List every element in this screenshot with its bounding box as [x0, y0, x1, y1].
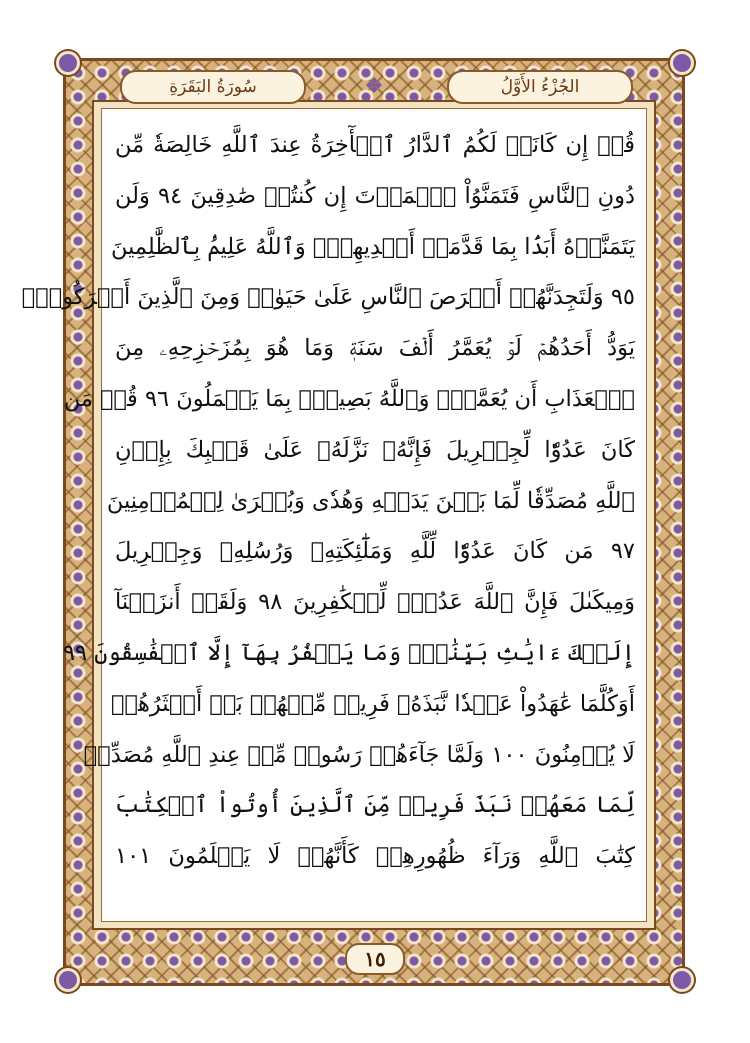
corner-ornament-icon — [670, 968, 694, 992]
verse-line: ٱلۡعَذَابِ أَن يُعَمَّرَۗ وَٱللَّهُ بَصِيرُۢ بِمَا يَعۡمَلُونَ ٩٦ قُلۡ مَن — [63, 385, 635, 412]
verse-line: ٱللَّهِ مُصَدِّقٗا لِّمَا بَيۡنَ يَدَيۡهِ وَهُدٗى وَبُشۡرَىٰ لِلۡمُؤۡمِنِينَ — [106, 487, 635, 514]
page-number-text: ١٥ — [364, 947, 386, 971]
verse-line: كَانَ عَدُوّٗا لِّجِبۡرِيلَ فَإِنَّهُۥ نَزَّلَهُۥ عَلَىٰ قَلۡبِكَ بِإِذۡنِ — [115, 436, 635, 463]
corner-ornament-icon — [56, 968, 80, 992]
page-number — [345, 943, 405, 975]
juz-label — [447, 70, 633, 104]
verse-line: يَتَمَنَّوۡهُ أَبَدَۢا بِمَا قَدَّمَتۡ أَيۡدِيهِمۡۚ وَٱللَّهُ عَلِيمُۢ بِٱلظَّٰلِمِينَ — [110, 233, 635, 260]
verse-lines — [21, 120, 635, 882]
verse-line: وَمِيكَىٰلَ فَإِنَّ ٱللَّهَ عَدُوّٞ لِّلۡكَٰفِرِينَ ٩٨ وَلَقَدۡ أَنزَلۡنَآ — [115, 589, 635, 616]
surah-label — [120, 70, 306, 104]
verse-line: قُلۡ إِن كَانَتۡ لَكُمُ ٱلدَّارُ ٱلۡأٓخِرَةُ عِندَ ٱللَّهِ خَالِصَةٗ مِّن — [115, 132, 635, 158]
corner-ornament-icon — [56, 51, 80, 75]
verse-line: كِتَٰبَ ٱللَّهِ وَرَآءَ ظُهُورِهِمۡ كَأَنَّهُمۡ لَا يَعۡلَمُونَ ١٠١ — [115, 843, 635, 870]
verse-line: ٩٧ مَن كَانَ عَدُوّٗا لِّلَّهِ وَمَلَٰٓئِكَتِهِۦ وَرُسُلِهِۦ وَجِبۡرِيلَ — [115, 538, 635, 565]
verse-line: ٩٥ وَلَتَجِدَنَّهُمۡ أَحۡرَصَ ٱلنَّاسِ عَلَىٰ حَيَوٰةٖ وَمِنَ ٱلَّذِينَ أَشۡرَكُواْۚ — [21, 284, 635, 311]
verse-line: يَوَدُّ أَحَدُهُمۡ لَوۡ يُعَمَّرُ أَلۡفَ سَنَةٖ وَمَا هُوَ بِمُزَحۡزِحِهِۦ مِنَ — [115, 335, 635, 362]
header-ornament-icon: ❖ — [364, 73, 384, 99]
verse-line: أَوَكُلَّمَا عَٰهَدُواْ عَهۡدٗا نَّبَذَهُۥ فَرِيقٞ مِّنۡهُمۚ بَلۡ أَكۡثَرُهُمۡ — [110, 690, 635, 717]
verse-line: لَا يُؤۡمِنُونَ ١٠٠ وَلَمَّا جَآءَهُمۡ رَسُولٞ مِّنۡ عِندِ ٱللَّهِ مُصَدِّقٞ — [83, 741, 635, 768]
corner-ornament-icon — [670, 51, 694, 75]
verse-line: لِّمَا مَعَهُمۡ نَبَذَ فَرِيقٞ مِّنَ ٱلَّذِينَ أُوتُواْ ٱلۡكِتَٰبَ — [115, 792, 635, 819]
verse-line: إِلَيۡكَ ءَايَٰتِۢ بَيِّنَٰتٖۖ وَمَا يَكۡفُرُ بِهَآ إِلَّا ٱلۡفَٰسِقُونَ ٩٩ — [62, 639, 635, 666]
verse-line: دُونِ ٱلنَّاسِ فَتَمَنَّوُاْ ٱلۡمَوۡتَ إِن كُنتُمۡ صَٰدِقِينَ ٩٤ وَلَن — [115, 182, 635, 209]
juz-text: الجُزْءُ الأَوَّلُ — [500, 77, 580, 97]
surah-text: سُورَةُ البَقَرَةِ — [169, 77, 257, 97]
